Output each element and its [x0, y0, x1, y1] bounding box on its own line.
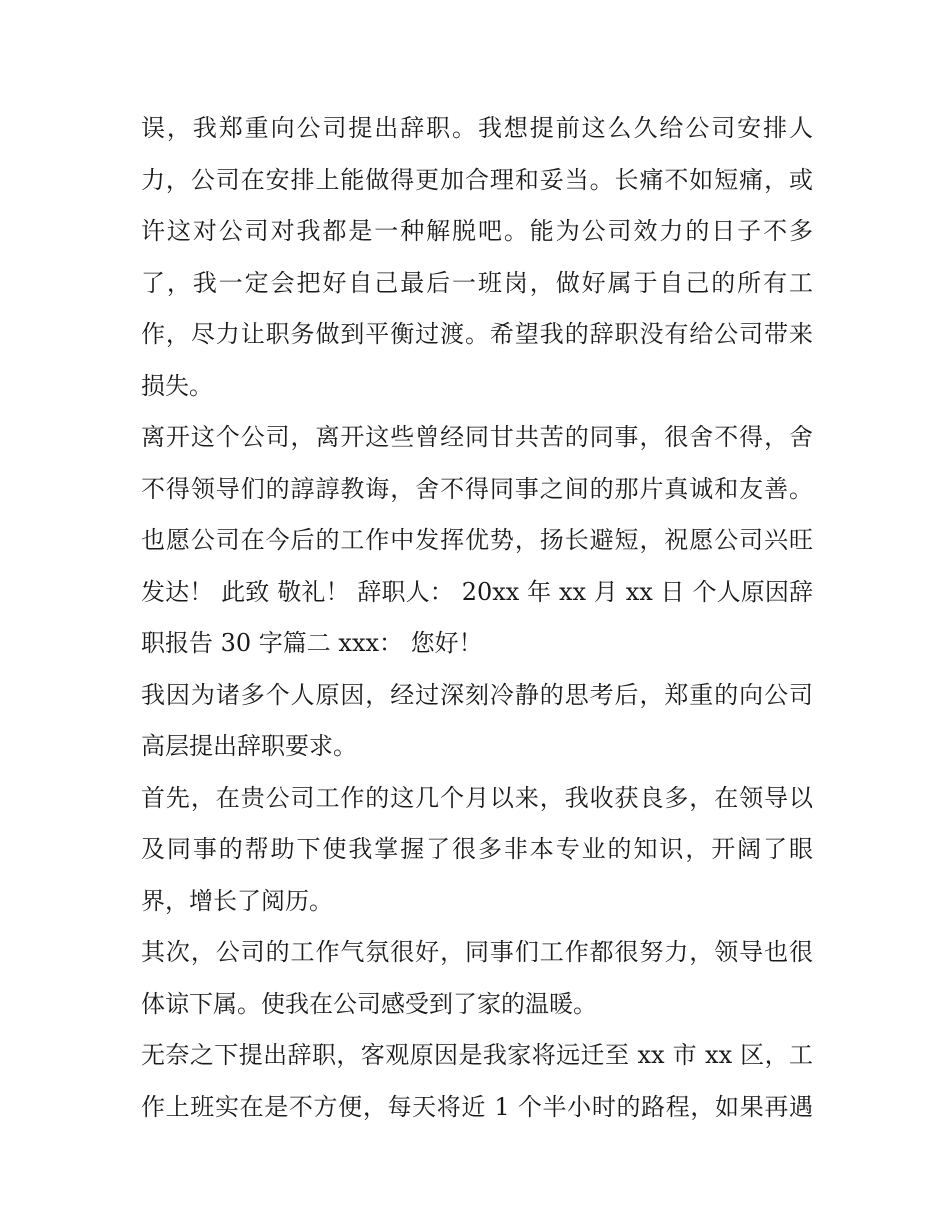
text-line: 首先，在贵公司工作的这几个月以来，我收获良多，在领导以 [141, 783, 813, 812]
text-line: 作上班实在是不方便，每天将近 1 个半小时的路程，如果再遇 [141, 1092, 813, 1121]
text-line: 损失。 [141, 371, 213, 400]
text-line: 作，尽力让职务做到平衡过渡。希望我的辞职没有给公司带来 [141, 320, 813, 348]
text-line: 我因为诸多个人原因，经过深刻冷静的思考后，郑重的向公司 [141, 680, 813, 709]
paragraph-4 [141, 773, 813, 928]
text-line: 其次，公司的工作气氛很好，同事们工作都很努力，领导也很 [141, 938, 813, 966]
text-line: 了，我一定会把好自己最后一班岗，做好属于自己的所有工 [141, 268, 813, 297]
text-line: 发达！ 此致 敬礼！ 辞职人： 20xx 年 xx 月 xx 日 个人原因辞 [141, 577, 813, 606]
text-line: 职报告 30 字篇二 xxx： 您好！ [141, 629, 483, 657]
text-line: 及同事的帮助下使我掌握了很多非本专业的知识，开阔了眼 [141, 835, 813, 863]
text-line: 无奈之下提出辞职，客观原因是我家将远迁至 xx 市 xx 区，工 [141, 1041, 813, 1069]
paragraph-1 [141, 103, 813, 412]
document-body [141, 103, 813, 1133]
text-line: 也愿公司在今后的工作中发挥优势，扬长避短，祝愿公司兴旺 [141, 526, 813, 554]
text-line: 界，增长了阅历。 [141, 886, 333, 915]
text-line: 力，公司在安排上能做得更加合理和妥当。长痛不如短痛，或 [141, 165, 813, 194]
text-line: 许这对公司对我都是一种解脱吧。能为公司效力的日子不多 [141, 217, 813, 245]
text-line: 误，我郑重向公司提出辞职。我想提前这么久给公司安排人 [141, 114, 813, 142]
paragraph-6 [141, 1030, 813, 1133]
text-line: 离开这个公司，离开这些曾经同甘共苦的同事，很舍不得，舍 [141, 423, 813, 451]
paragraph-2 [141, 412, 813, 670]
paragraph-5 [141, 927, 813, 1030]
paragraph-3 [141, 670, 813, 773]
text-line: 不得领导们的諄諄教诲，舍不得同事之间的那片真诚和友善。 [141, 474, 813, 503]
text-line: 体谅下属。使我在公司感受到了家的温暖。 [141, 989, 597, 1018]
text-line: 高层提出辞职要求。 [141, 732, 357, 760]
